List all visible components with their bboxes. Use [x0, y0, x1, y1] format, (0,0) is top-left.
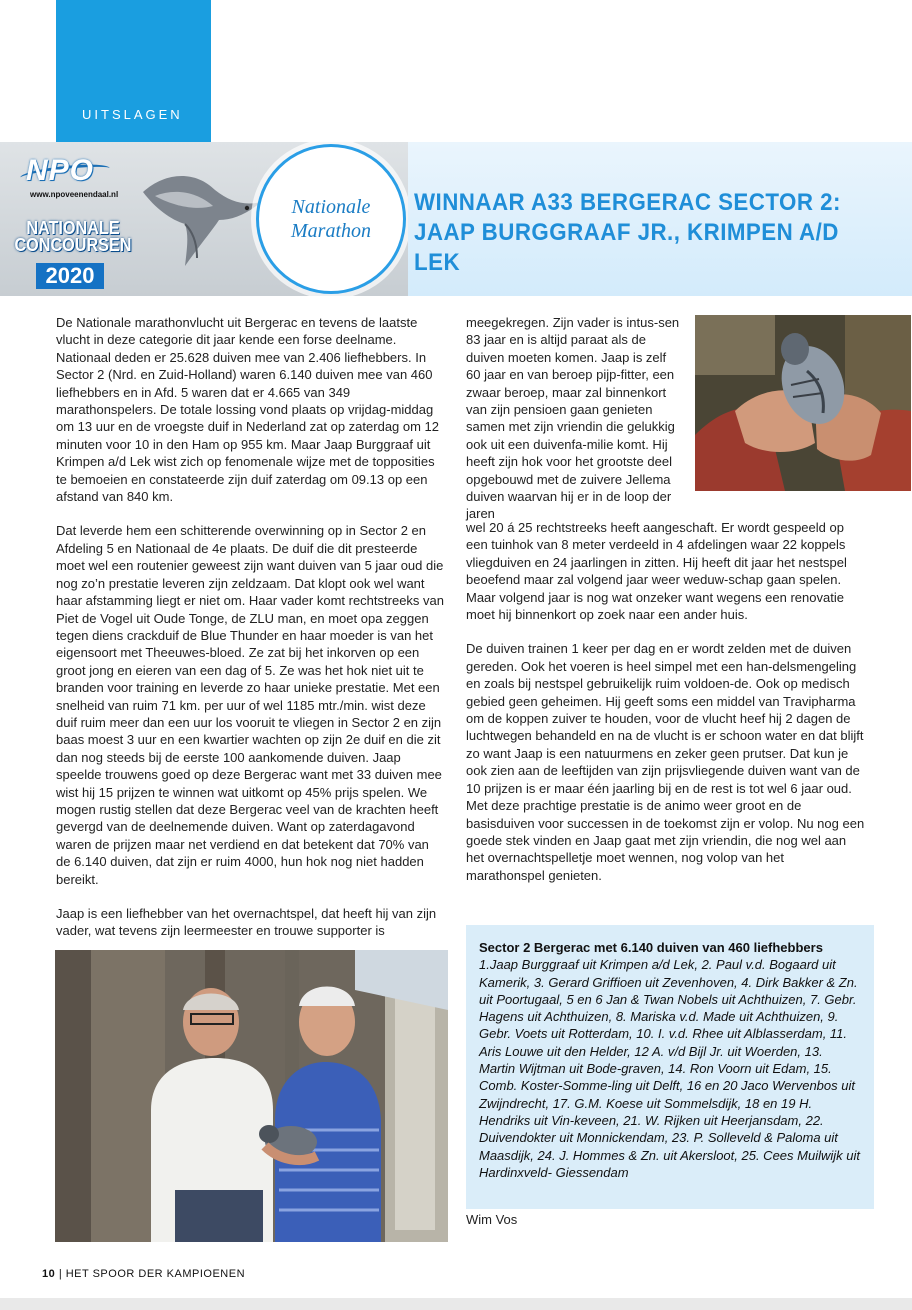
- marathon-line-2: Marathon: [291, 220, 371, 242]
- two-men-image: [55, 950, 448, 1242]
- marathon-line-1: Nationale: [291, 196, 371, 218]
- page-number: 10: [42, 1268, 56, 1280]
- headline-line-2: JAAP BURGGRAAF JR., KRIMPEN A/D LEK: [414, 219, 839, 276]
- hands-pigeon-image: [695, 315, 911, 491]
- results-box: [466, 925, 874, 1209]
- paragraph: De duiven trainen 1 keer per dag en er wordt zelden met de duiven gereden. Ook het voeren is heel simpel met een han-delsmengeling en zoals bij nestspel gebruikelijk ruim voldoen-de. Ook op medisch gebied geen geheimen. Hij geeft soms een middel van Travipharma om de koppen zuiver te houden, voor de vlucht heef hij 2 dagen de luchtwegen behandeld en na de vlucht is er schoon water en dat blijft zo want Jaap is een natuurmens en zeker geen prutser. Dat kun je ook zien aan de leeftijden van zijn prijsvliegende duiven want van de 10 prijzen is er maar één jaarling bij en de rest is tot wel 6 jaar oud. Met deze prachtige prestatie is de animo weer groot en de basisduiven voor successen in de toekomst zijn er volop. Nu nog een goede stek vinden en Jaap gaat met zijn vriendin, die nog wel aan het overnachtspelletje moet wennen, nog volop van het marathonspel genieten.: [466, 641, 865, 883]
- article-column-left: [56, 314, 446, 957]
- headline-line-1: WINNAAR A33 BERGERAC SECTOR 2:: [414, 189, 841, 216]
- article-headline: [414, 188, 870, 278]
- results-list: 1.Jaap Burggraaf uit Krimpen a/d Lek, 2. Paul v.d. Bogaard uit Kamerik, 3. Gerard Griffioen uit Zevenhoven, 4. Dirk Bakker & Zn. uit Poortugaal, 5 en 6 Jan & Twan Nobels uit Achthuizen, 7. Gebr. Hagens uit Achthuizen, 8. Mariska v.d. Made uit Achthuizen, 9. Gebr. Voets uit Rotterdam, 10. I. v.d. Rhee uit Alblasserdam, 11. Aris Louwe uit den Helder, 12 A. v/d Bijl Jr. uit Woerden, 13. Martin Wijtman uit Bode-graven, 14. Ron Voorn uit Edam, 15. Comb. Koster-Somme-ling uit Delft, 16 en 20 Jaco Wervenbos uit Zwijndrecht, 17. G.M. Koese uit Sommelsdijk, 18 en 19 H. Hendriks uit Vin-keveen, 21. W. Rijken uit Heerjansdam, 22. Duivendokter uit Monnickendam, 23. P. Solleveld & Paloma uit Maasdijk, 24. J. Hommes & Zn. uit Akersloot, 25. Cees Muilwijk uit Hardinxveld- Giessendam: [479, 957, 860, 1180]
- paragraph: Jaap is een liefhebber van het overnachtspel, dat heeft hij van zijn vader, wat tevens zijn leermeester en trouwe supporter is: [56, 906, 437, 939]
- section-tab: [56, 0, 211, 142]
- year-badge: 2020: [36, 263, 104, 289]
- footer-separator: |: [58, 1268, 63, 1280]
- npo-logo: NPO: [26, 154, 95, 187]
- paragraph: wel 20 á 25 rechtstreeks heeft aangeschaft. Er wordt gespeeld op een tuinhok van 8 meter verdeeld in 4 afdelingen waar 22 koppels vliegduiven en 24 jaarlingen in zitten. Hij heeft dit jaar het nestspel beoefend maar zal volgend jaar weer weduw-schap gaan spelen. Maar volgend jaar is nog wat onzeker want wegens een renovatie moet hij binnenkort op zoek naar een ander huis.: [466, 520, 847, 623]
- footer-strip: [0, 1298, 912, 1310]
- paragraph: meegekregen. Zijn vader is intus-sen 83 jaar en is altijd paraat als de duiven moeten komen. Jaap is zelf 60 jaar en van beroep pijp-fitter, een zwaar beroep, maar zal binnenkort van zijn pensioen gaan genieten samen met zijn vriendin die gelukkig ook uit een duivenfa-milie komt. Hij heeft zijn hok voor het grootste deel opgebouwd met de zuivere Jellema duiven waarvan hij er in de loop der jaren: [466, 315, 680, 522]
- photo-hands-holding-pigeon: [695, 315, 911, 491]
- article-column-right-top: [466, 314, 684, 540]
- photo-two-men-with-pigeon: [55, 950, 448, 1242]
- paragraph: De Nationale marathonvlucht uit Bergerac en tevens de laatste vlucht in deze categorie dit jaar kende een forse deelname. Nationaal deden er 25.628 duiven mee van 2.406 liefhebbers. In Sector 2 (Nrd. en Zuid-Holland) waren 6.140 duiven mee van 460 liefhebbers en in Afd. 5 waren dat er 4.665 van 349 marathonspelers. De totale lossing vond plaats op vrijdag-middag om 13 uur en de vroegste duif in Nederland zat op zaterdag om 12 minuten voor 10 in den Ham op 955 km. Maar Jaap Burggraaf uit Krimpen a/d Lek wist zich op fenomenale wijze met de topposities te bemoeien en constateerde zijn duif zaterdag om 09.13 op een afstand van 840 km.: [56, 315, 440, 505]
- results-title: Sector 2 Bergerac met 6.140 duiven van 460 liefhebbers: [479, 940, 823, 955]
- article-column-right: [466, 519, 866, 901]
- section-label: UITSLAGEN: [82, 107, 183, 122]
- pigeon-icon: [135, 162, 265, 272]
- nationale-concoursen-title: NATIONALE CONCOURSEN: [14, 218, 132, 255]
- marathon-badge: [256, 144, 406, 294]
- npo-url: www.npoveenendaal.nl: [30, 190, 119, 199]
- author-name: Wim Vos: [466, 1212, 518, 1227]
- article-banner: [0, 142, 912, 296]
- paragraph: Dat leverde hem een schitterende overwinning op in Sector 2 en Afdeling 5 en Nationaal de 4e plaats. De duif die dit presteerde moet wel een routenier geweest zijn want duiven van 5 jaar oud die nog zo’n prestatie leveren zijn zeldzaam. Dat klopt ook wel want haar afstamming liegt er niet om. Haar vader komt rechtstreeks van Piet de Vogel uit Oude Tonge, de ZLU man, en moet opa zeggen tegen diens crackduif de Blue Thunder en haar moeder is van het eigensoort met Theeuwes-bloed. Ze zat bij het inkorven op een groot jong en eieren van een dag of 5. Ze was het hok niet uit te branden voor training en leverde zo haar unieke prestatie. Met een snelheid van ruim 71 km. per uur of wel 1185 mtr./min. wist deze duif ruim meer dan een uur los vooruit te vliegen in Sector 2 en zijn baas moest 3 uur en een kwartier wachten op zijn 2e duif en die zit dan nog steeds bij de eerste 100 aankomende duiven. Jaap speelde trouwens goed op deze Bergerac want met 33 duiven mee wist hij 15 prijzen te winnen wat uitkomt op 45% prijs spelen. We mogen rustig stellen dat deze Bergerac veel van de krachten heeft gevergd van de deelnemende duiven. Want op zaterdagavond waren de prijzen maar net verdiend en dat betekent dat 70% van de 6.140 duiven, dat zijn er ruim 4000, hun hok nog niet hadden bereikt.: [56, 523, 444, 887]
- nationale-concoursen-logo: [0, 142, 408, 296]
- magazine-title: HET SPOOR DER KAMPIOENEN: [65, 1268, 246, 1280]
- page-footer: [42, 1268, 245, 1280]
